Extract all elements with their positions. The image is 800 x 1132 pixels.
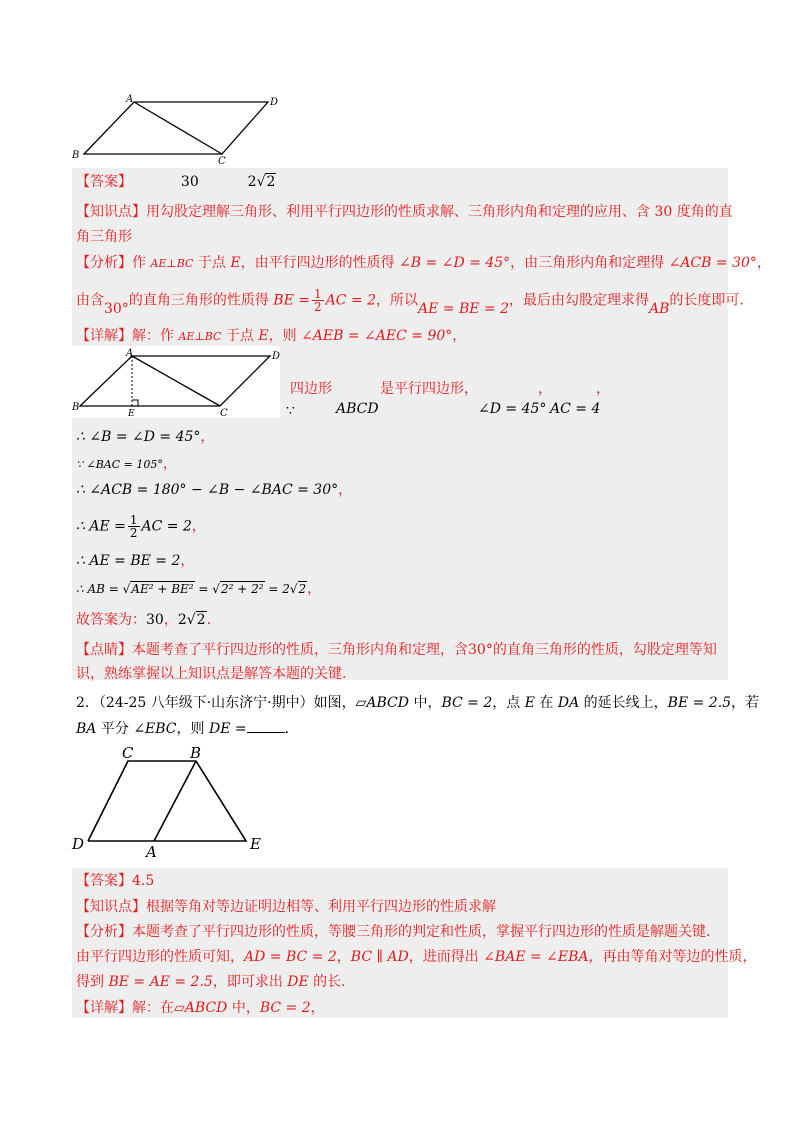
answer-line-1 xyxy=(76,173,276,191)
fig2-label-e: E xyxy=(128,409,135,418)
knowledge-line-2: 角三角形 xyxy=(76,229,132,245)
fig2-label-c: C xyxy=(220,408,228,418)
since-part-c: ， xyxy=(538,381,552,397)
final-answer: 故答案为：30，2√2. xyxy=(76,612,212,628)
analysis-line-1: 【分析】作 AE⊥BC 于点 E，由平行四边形的性质得 ∠B = ∠D = 45°，由三角形内角和定理得 ∠ACB = 30°， xyxy=(76,255,771,271)
since-part-a: 四边形 xyxy=(290,381,332,397)
fig2-label-d: D xyxy=(272,351,281,362)
knowledge-line-q2: 【知识点】根据等角对等边证明边相等、利用平行四边形的性质求解 xyxy=(76,899,496,915)
step-3: ∴ ∠ACB = 180° − ∠B − ∠BAC = 30°， xyxy=(76,482,353,498)
analysis-q2-line-3: 得到 BE = AE = 2.5，即可求出 DE 的长. xyxy=(76,974,346,990)
fig1-label-a: A xyxy=(126,94,134,105)
fig1-label-c: C xyxy=(218,156,226,164)
step-5: ∴ AE = BE = 2， xyxy=(76,553,195,569)
since-abcd: ABCD xyxy=(336,401,379,417)
since-angle-d: ∠D = 45° xyxy=(478,401,547,417)
step-2: ∵ ∠BAC = 105°， xyxy=(76,456,177,472)
question-2-line-2: BA 平分 ∠EBC，则 DE = . xyxy=(76,721,290,737)
question-2-line-1: 2．（24-25 八年级下·山东济宁·期中）如图，▱ABCD 中，BC = 2，点 E 在 DA 的延长线上，BE = 2.5，若 xyxy=(76,695,760,711)
fig3-label-e: E xyxy=(250,835,261,853)
figure-parallelogram-2 xyxy=(72,346,282,418)
fig3-label-a: A xyxy=(146,843,157,857)
analysis-q2-line-1: 【分析】本题考查了平行四边形的性质，等腰三角形的判定和性质，掌握平行四边形的性质是解题关键. xyxy=(76,924,711,940)
comment-line-1: 【点睛】本题考查了平行四边形的性质，三角形内角和定理，含30°的直角三角形的性质，勾股定理等知 xyxy=(76,642,717,658)
fig3-label-d: D xyxy=(72,835,85,853)
answer-value-1: 30 xyxy=(180,174,199,190)
since-ac: AC = 4 xyxy=(550,401,601,417)
analysis-q2-line-2: 由平行四边形的性质可知，AD = BC = 2，BC ∥ AD，进而得出 ∠BAE = ∠EBA，再由等角对等边的性质， xyxy=(76,949,757,965)
fig2-label-a: A xyxy=(126,348,134,359)
step-1: ∴ ∠B = ∠D = 45°， xyxy=(76,429,215,445)
fig3-label-c: C xyxy=(122,745,134,762)
comment-line-2: 识，熟练掌握以上知识点是解答本题的关键. xyxy=(76,666,347,682)
step-6: ∴ AB = √AE² + BE² = √2² + 2² = 2√2， xyxy=(76,581,322,597)
analysis-line-2: 由含30°的直角三角形的性质得 BE = $\frac{1}{2}$ AC = 2，所以AE = BE = 2，最后由勾股定理求得AB的长度即可. xyxy=(76,287,744,317)
figure-parallelogram-1 xyxy=(64,92,294,164)
answer-line-2: 【答案】4.5 xyxy=(76,873,155,889)
answer-value-2: 2√2 xyxy=(247,174,276,190)
solution-block-2 xyxy=(72,868,728,1018)
fig1-label-b: B xyxy=(72,150,80,161)
fig1-label-d: D xyxy=(270,97,279,108)
solution-block-1 xyxy=(72,168,728,680)
since-part-d: ， xyxy=(596,381,610,397)
fig2-label-b: B xyxy=(72,402,80,413)
since-symbol: ∵ xyxy=(286,403,295,419)
answer-blank xyxy=(247,720,285,733)
detail-q2-line-1: 【详解】解：在▱ABCD 中，BC = 2， xyxy=(76,1000,325,1016)
detail-line-1: 【详解】解：作 AE⊥BC 于点 E，则 ∠AEB = ∠AEC = 90°， xyxy=(76,328,467,344)
knowledge-line-1: 【知识点】用勾股定理解三角形、利用平行四边形的性质求解、三角形内角和定理的应用、含 30 度角的直 xyxy=(76,204,733,220)
since-part-b: 是平行四边形， xyxy=(380,381,478,397)
answer-label: 【答案】 xyxy=(76,174,132,190)
figure-q2 xyxy=(66,745,276,857)
step-4: ∴ AE = $\frac{1}{2}$ AC = 2， xyxy=(76,513,206,540)
fig3-label-b: B xyxy=(190,745,202,762)
